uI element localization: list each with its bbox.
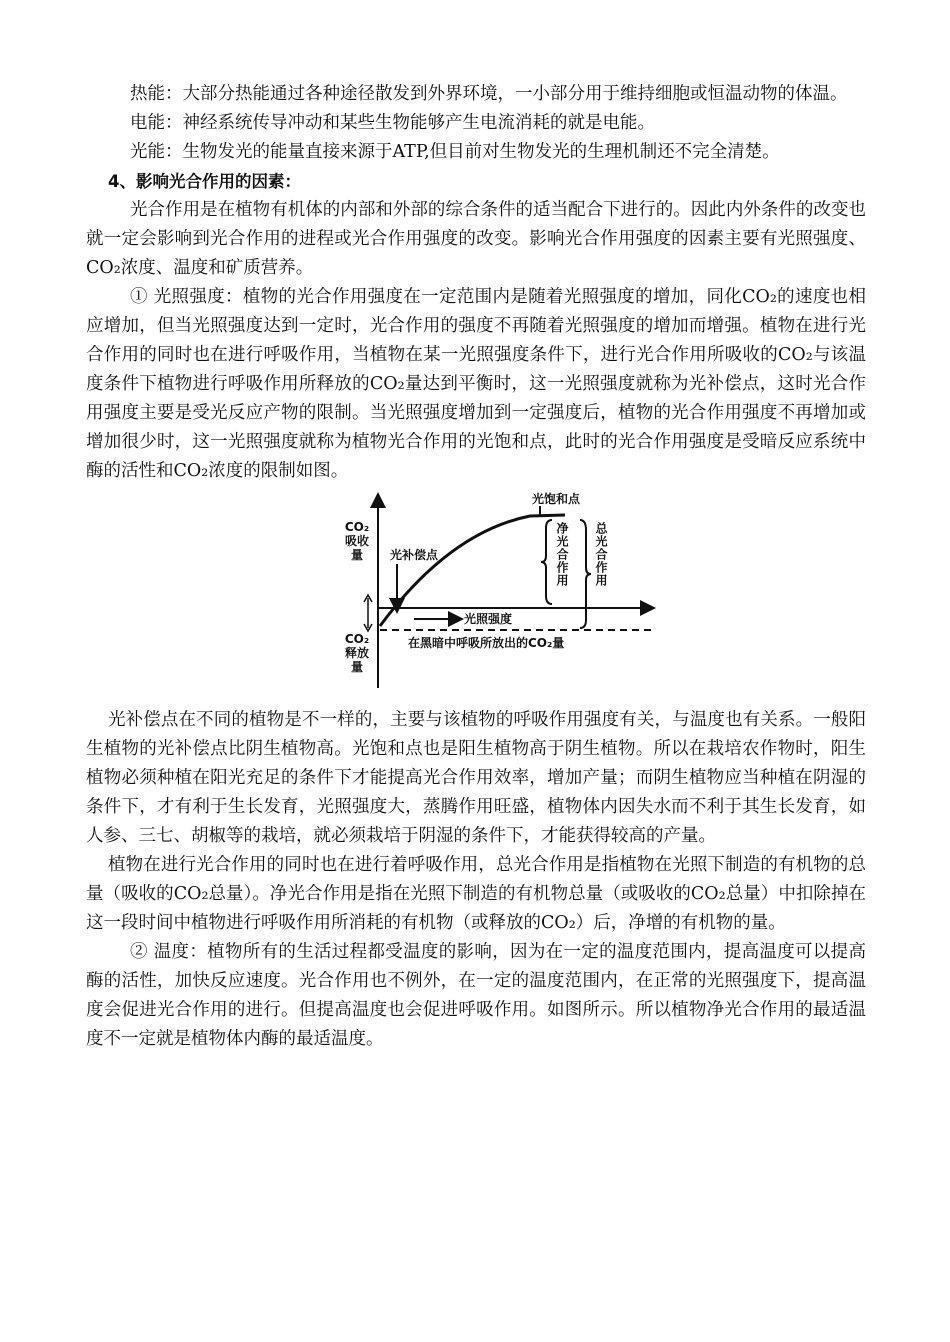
photosynthesis-light-curve-figure (340, 492, 660, 702)
paragraph-temperature: ② 温度：植物所有的生活过程都受温度的影响，因为在一定的温度范围内，提高温度可以提高酶的活性，加快反应速度。光合作用也不例外，在一定的温度范围内，在正常的光照强度下，提高温度会促进光合作用的进行。但提高温度也会促进呼吸作用。如图所示。所以植物净光合作用的最适温度不一定就是植物体内酶的最适温度。 (86, 942, 866, 1049)
total-photosynthesis-label: 总光合作用 (594, 522, 608, 587)
total-bracket (580, 520, 591, 628)
photosynthesis-curve (380, 515, 565, 626)
section-heading: 4、影响光合作用的因素： (108, 172, 301, 191)
net-photosynthesis-label: 净光合作用 (555, 522, 569, 587)
saturation-point-label: 光饱和点 (532, 492, 581, 506)
y-axis-bottom-label: CO₂释放量 (344, 632, 370, 674)
paragraph-heat-energy: 热能：大部分热能通过各种途径散发到外界环境，一小部分用于维持细胞或恒温动物的体温。 (130, 84, 848, 104)
paragraph-factors-intro: 光合作用是在植物有机体的内部和外部的综合条件的适当配合下进行的。因此内外条件的改变也就一定会影响到光合作用的进程或光合作用强度的改变。影响光合作用强度的因素主要有光照强度、CO₂浓度、温度和矿质营养。 (86, 200, 866, 278)
x-axis-label: 光照强度 (464, 612, 513, 626)
paragraph-light-intensity: ① 光照强度：植物的光合作用强度在一定范围内是随着光照强度的增加，同化CO₂的速度也相应增加，但当光照强度达到一定时，光合作用的强度不再随着光照强度的增加而增强。植物在进行光合作用的同时也在进行呼吸作用，当植物在某一光照强度条件下，进行光合作用所吸收的CO₂与该温度条件下植物进行呼吸作用所释放的CO₂量达到平衡时，这一光照强度就称为光补偿点，这时光合作用强度主要是受光反应产物的限制。当光照强度增加到一定强度后，植物的光合作用强度不再增加或增加很少时，这一光照强度就称为植物光合作用的光饱和点，此时的光合作用强度是受暗反应系统中酶的活性和CO₂浓度的限制如图。 (86, 287, 866, 481)
paragraph-light-energy: 光能：生物发光的能量直接来源于ATP,但目前对生物发光的生理机制还不完全清楚。 (130, 142, 780, 162)
net-bracket (541, 520, 552, 604)
paragraph-compensation-point: 光补偿点在不同的植物是不一样的，主要与该植物的呼吸作用强度有关，与温度也有关系。一般阳生植物的光补偿点比阴生植物高。光饱和点也是阳生植物高于阴生植物。所以在栽培农作物时，阳生植物必须种植在阳光充足的条件下才能提高光合作用效率，增加产量；而阴生植物应当种植在阴湿的条件下，才有利于生长发育，光照强度大，蒸腾作用旺盛，植物体内因失水而不利于其生长发育，如人参、三七、胡椒等的栽培，就必须栽培于阴湿的条件下，才能获得较高的产量。 (86, 710, 866, 846)
paragraph-electric-energy: 电能：神经系统传导冲动和某些生物能够产生电流消耗的就是电能。 (130, 113, 655, 133)
document-page (86, 80, 866, 1054)
compensation-point-label: 光补偿点 (390, 548, 439, 562)
curve-diagram (340, 492, 660, 702)
paragraph-net-total-photosynthesis: 植物在进行光合作用的同时也在进行着呼吸作用，总光合作用是指植物在光照下制造的有机物的总量（吸收的CO₂总量）。净光合作用是指在光照下制造的有机物总量（或吸收的CO₂总量）中扣除掉在这一段时间中植物进行呼吸作用所消耗的有机物（或释放的CO₂）后，净增的有机物的量。 (86, 855, 866, 933)
dark-respiration-label: 在黑暗中呼吸所放出的CO₂量 (408, 636, 565, 650)
y-axis-top-label: CO₂吸收量 (344, 520, 370, 562)
